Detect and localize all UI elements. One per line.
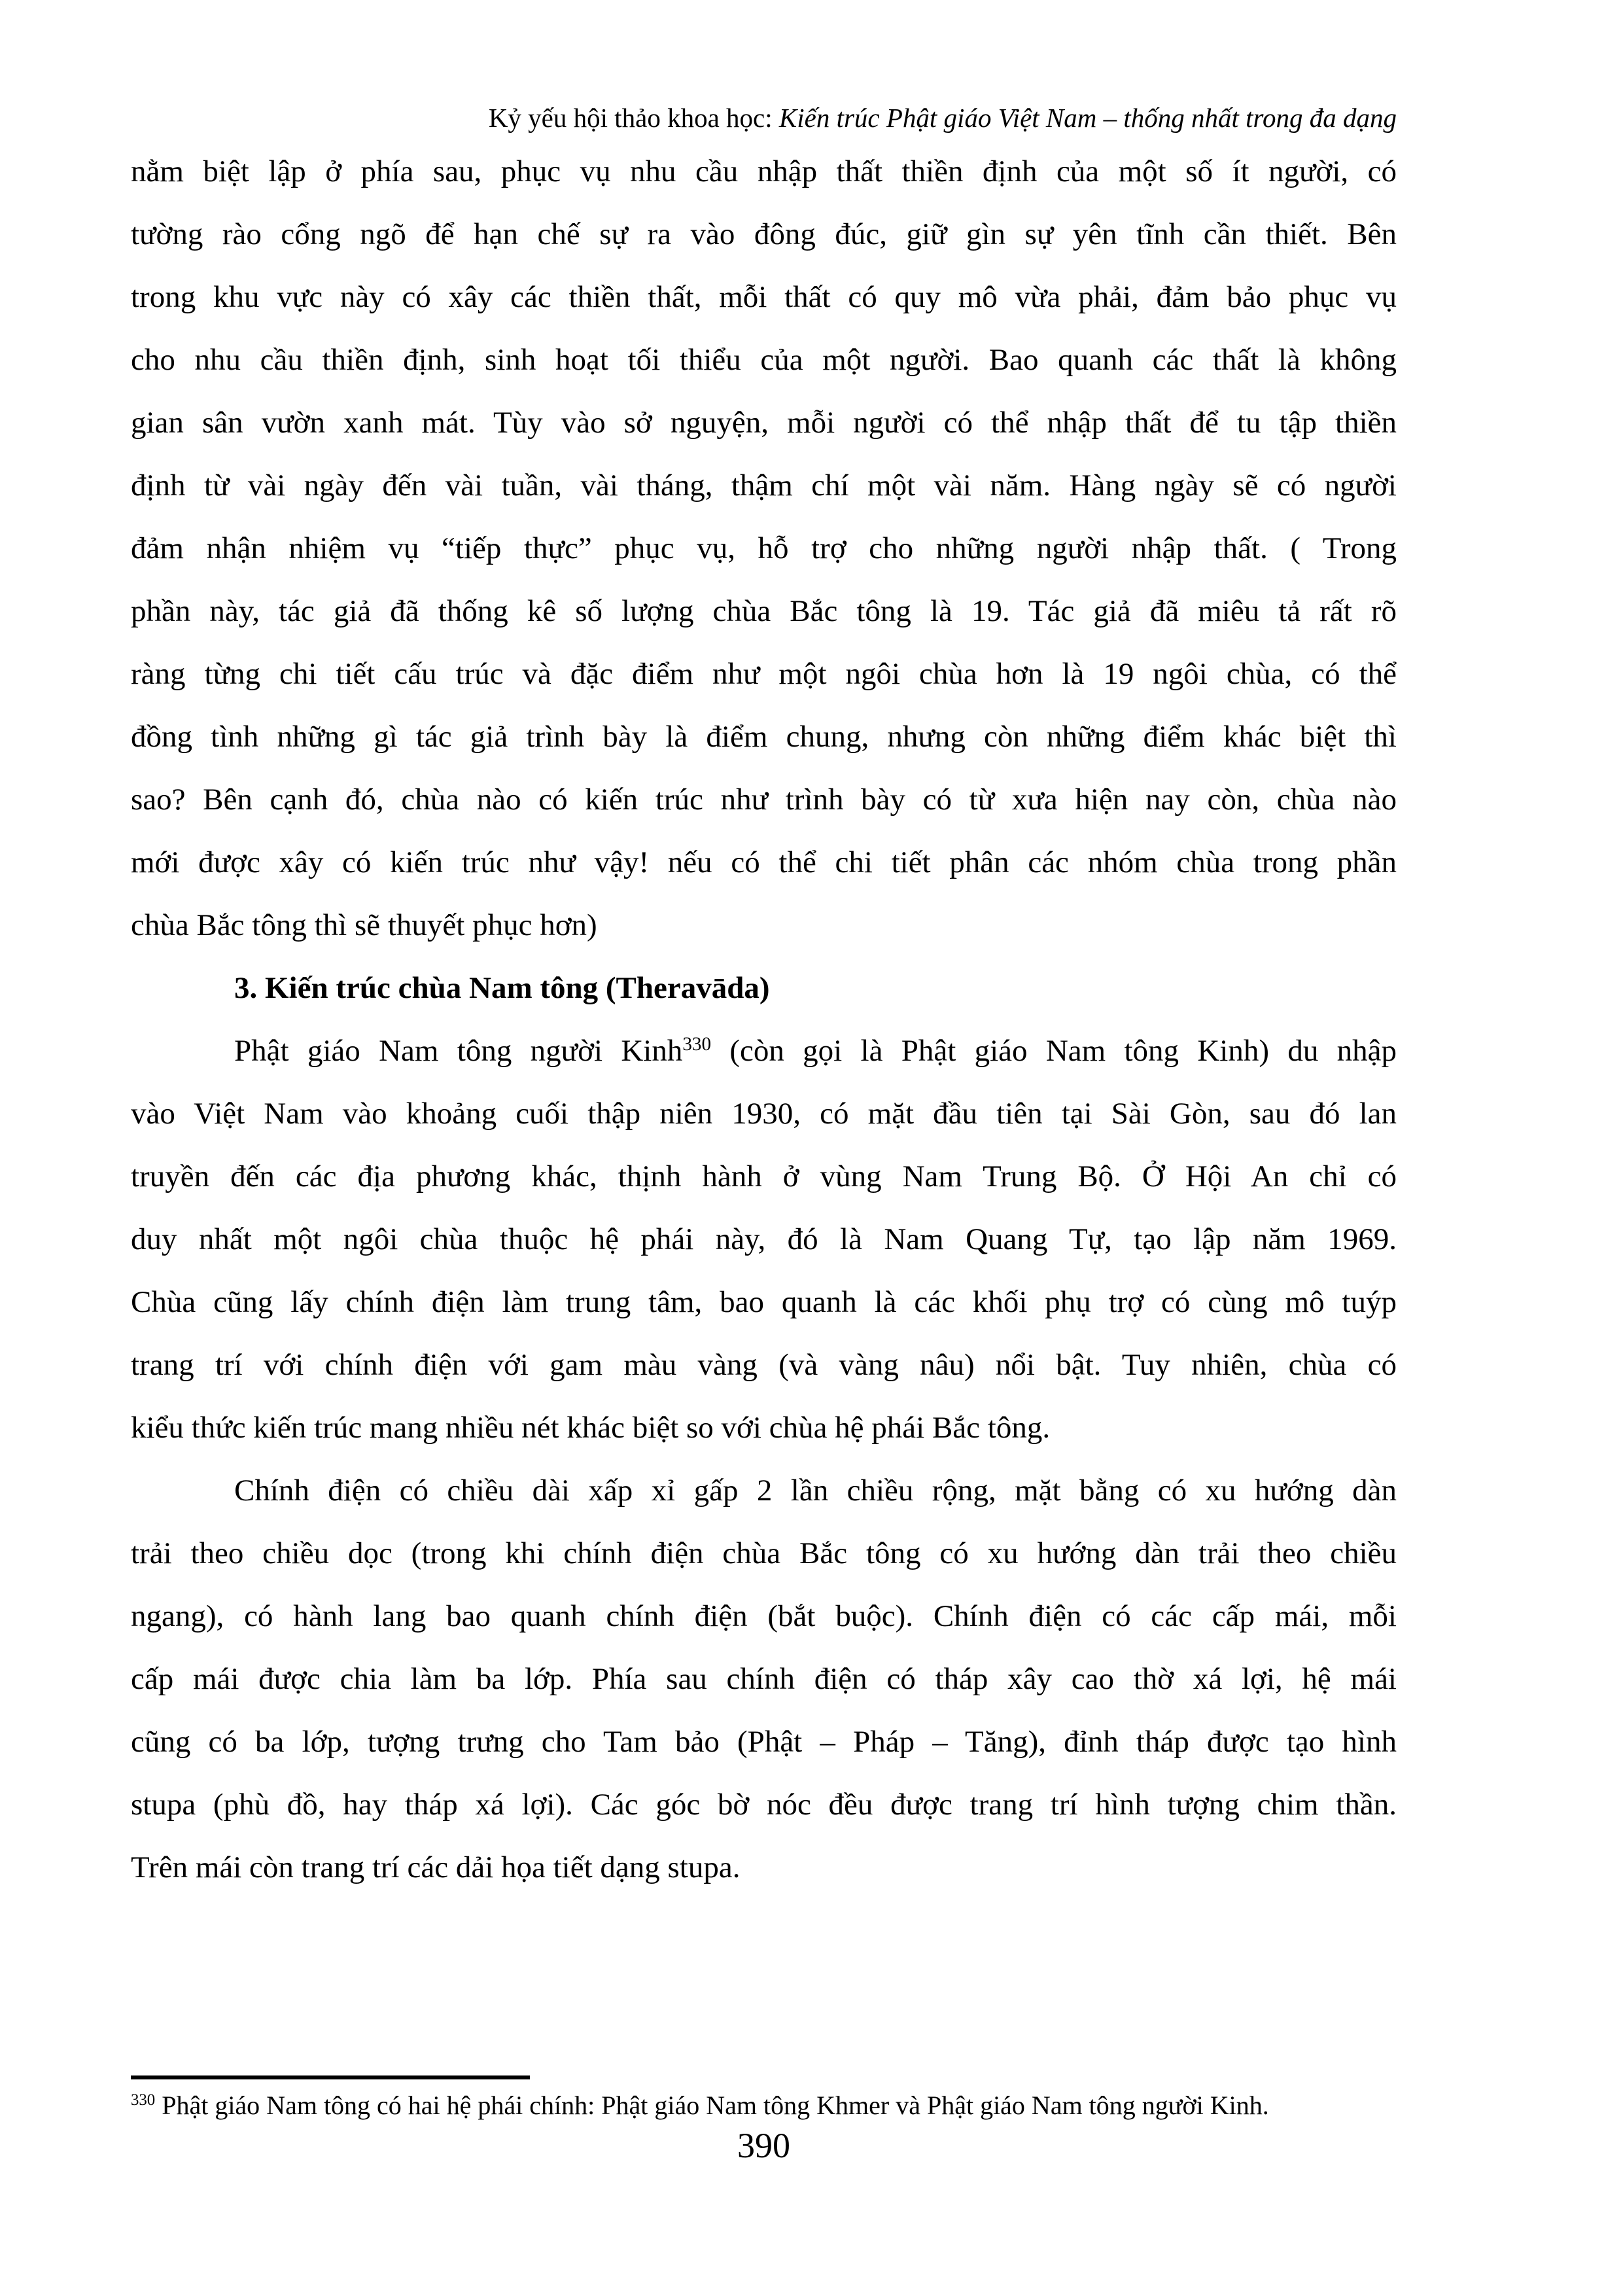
- text-line: truyền đến các địa phương khác, thịnh hành ở vùng Nam Trung Bộ. Ở Hội An chỉ có: [131, 1159, 1397, 1193]
- text-line: Chính điện có chiều dài xấp xỉ gấp 2 lần chiều rộng, mặt bằng có xu hướng dàn: [234, 1474, 1397, 1508]
- header-proceedings-label: Kỷ yếu hội thảo khoa học:: [488, 103, 779, 133]
- text-line: phần này, tác giả đã thống kê số lượng chùa Bắc tông là 19. Tác giả đã miêu tả rất rõ: [131, 594, 1397, 628]
- text-line: sao? Bên cạnh đó, chùa nào có kiến trúc như trình bày có từ xưa hiện nay còn, chùa nào: [131, 783, 1397, 817]
- text-line: duy nhất một ngôi chùa thuộc hệ phái này, đó là Nam Quang Tự, tạo lập năm 1969.: [131, 1222, 1397, 1256]
- text-line: gian sân vườn xanh mát. Tùy vào sở nguyện, mỗi người có thể nhập thất để tu tập thiền: [131, 406, 1397, 440]
- text-line: Chùa cũng lấy chính điện làm trung tâm, bao quanh là các khối phụ trợ có cùng mô tuýp: [131, 1285, 1397, 1319]
- text-line: Trên mái còn trang trí các dải họa tiết dạng stupa.: [131, 1850, 741, 1884]
- text-line: định từ vài ngày đến vài tuần, vài tháng, thậm chí một vài năm. Hàng ngày sẽ có người: [131, 468, 1397, 503]
- text-line: đảm nhận nhiệm vụ “tiếp thực” phục vụ, hỗ trợ cho những người nhập thất. ( Trong: [131, 531, 1397, 565]
- footnote-marker: 330: [131, 2091, 156, 2110]
- text-line: trang trí với chính điện với gam màu vàng (và vàng nâu) nổi bật. Tuy nhiên, chùa có: [131, 1348, 1397, 1382]
- text-line: vào Việt Nam vào khoảng cuối thập niên 1930, có mặt đầu tiên tại Sài Gòn, sau đó lan: [131, 1097, 1397, 1131]
- text-line: chùa Bắc tông thì sẽ thuyết phục hơn): [131, 908, 597, 942]
- text-line: trải theo chiều dọc (trong khi chính điện chùa Bắc tông có xu hướng dàn trải theo chiều: [131, 1536, 1397, 1570]
- text-line: nằm biệt lập ở phía sau, phục vụ nhu cầu nhập thất thiền định của một số ít người, có: [131, 154, 1397, 188]
- header-book-title: Kiến trúc Phật giáo Việt Nam – thống nhất trong đa dạng: [778, 103, 1397, 133]
- text-line: cho nhu cầu thiền định, sinh hoạt tối thiểu của một người. Bao quanh các thất là không: [131, 343, 1397, 377]
- page-number: 390: [737, 2126, 790, 2165]
- text-line: trong khu vực này có xây các thiền thất, mỗi thất có quy mô vừa phải, đảm bảo phục vụ: [131, 280, 1397, 314]
- text-line: mới được xây có kiến trúc như vậy! nếu có thể chi tiết phân các nhóm chùa trong phần: [131, 845, 1397, 879]
- text-line: đồng tình những gì tác giả trình bày là điểm chung, nhưng còn những điểm khác biệt thì: [131, 720, 1397, 754]
- text-line: ngang), có hành lang bao quanh chính điện (bắt buộc). Chính điện có các cấp mái, mỗi: [131, 1599, 1397, 1633]
- footnote: [131, 2087, 1537, 2124]
- text-line: tường rào cổng ngõ để hạn chế sự ra vào đông đúc, giữ gìn sự yên tĩnh cần thiết. Bên: [131, 217, 1397, 251]
- text-line: ràng từng chi tiết cấu trúc và đặc điểm như một ngôi chùa hơn là 19 ngôi chùa, có thể: [131, 657, 1397, 691]
- section-heading: 3. Kiến trúc chùa Nam tông (Theravāda): [234, 971, 770, 1005]
- text-line: cấp mái được chia làm ba lớp. Phía sau chính điện có tháp xây cao thờ xá lợi, hệ mái: [131, 1662, 1397, 1696]
- text-line: Phật giáo Nam tông người Kinh$^{330}$ (còn gọi là Phật giáo Nam tông Kinh) du nhập: [234, 1033, 1397, 1068]
- footnote-text: Phật giáo Nam tông có hai hệ phái chính: Phật giáo Nam tông Khmer và Phật giáo Nam tông người Kinh.: [155, 2091, 1269, 2120]
- footnote-reference: 330: [682, 1033, 712, 1055]
- text-line: kiểu thức kiến trúc mang nhiều nét khác biệt so với chùa hệ phái Bắc tông.: [131, 1411, 1051, 1445]
- text-line: cũng có ba lớp, tượng trưng cho Tam bảo (Phật – Pháp – Tăng), đỉnh tháp được tạo hình: [131, 1725, 1397, 1759]
- footnote-separator: [131, 2075, 530, 2079]
- page-header: [131, 98, 1397, 137]
- body-text: [131, 140, 1397, 1899]
- text-line: stupa (phù đồ, hay tháp xá lợi). Các góc bờ nóc đều được trang trí hình tượng chim thần.: [131, 1788, 1397, 1822]
